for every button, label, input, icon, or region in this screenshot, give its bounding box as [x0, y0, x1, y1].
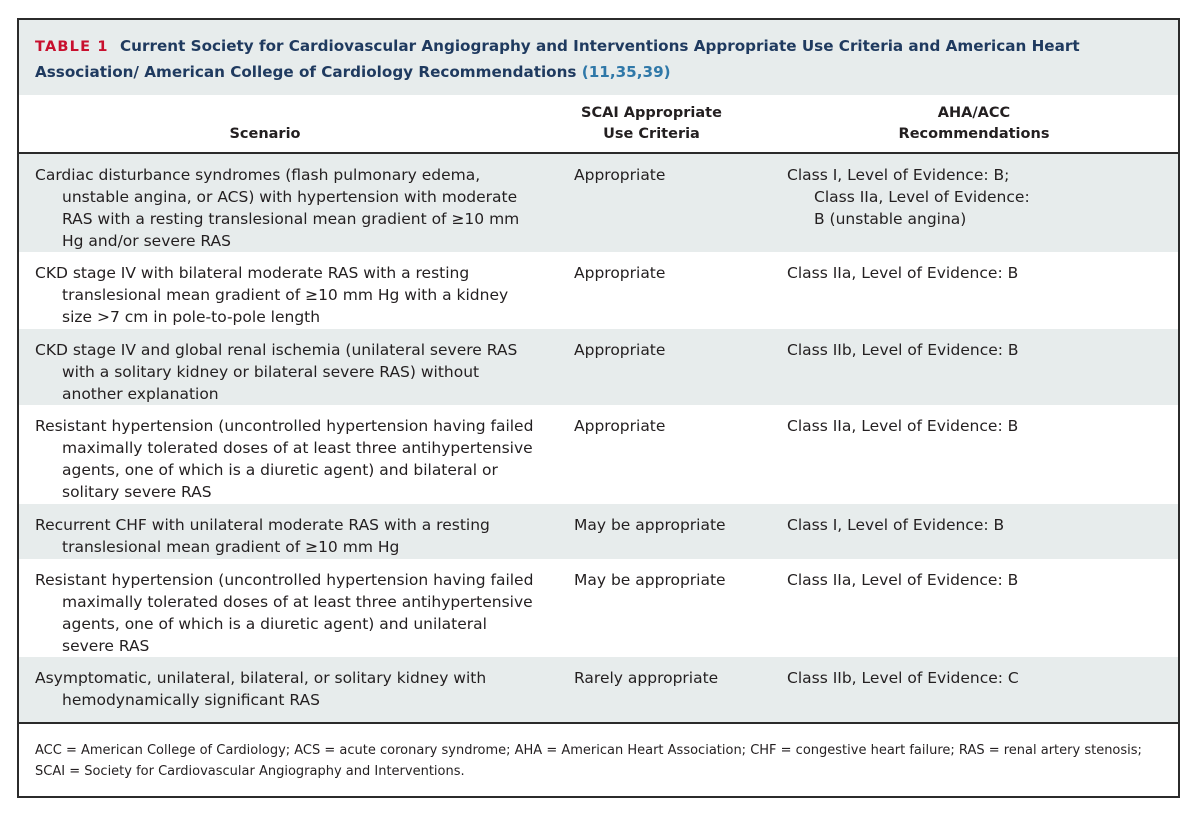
cell-scenario — [35, 514, 535, 558]
aha-line: Class I, Level of Evidence: B — [787, 516, 1005, 534]
table-row — [19, 329, 1178, 405]
table-header — [19, 95, 1178, 154]
cell-scenario — [35, 667, 535, 711]
aha-line: Class IIa, Level of Evidence: B — [787, 571, 1019, 589]
cell-scenario — [35, 569, 535, 657]
cell-scai-criteria: May be appropriate — [574, 571, 726, 589]
header-scai — [564, 103, 739, 145]
aha-line: Class IIb, Level of Evidence: B — [787, 341, 1019, 359]
table-title — [35, 34, 1158, 85]
footnote-divider — [19, 722, 1178, 724]
table-row — [19, 657, 1178, 722]
header-scai-line2: Use Criteria — [603, 126, 700, 142]
scenario-text: Cardiac disturbance syndromes (flash pulmonary edema, unstable angina, or ACS) with hypertension with moderate RAS with a resting translesional mean gradient of ≥10 mm Hg and/or severe RAS — [35, 166, 520, 250]
table-title-text: Current Society for Cardiovascular Angiography and Interventions Appropriate Use Criteria and American Heart Association/ American College of Cardiology Recommendations — [35, 37, 1080, 81]
scenario-text: Resistant hypertension (uncontrolled hypertension having failed maximally tolerated doses of at least three antihypertensive agents, one of which is a diuretic agent) and unilateral severe RAS — [35, 571, 534, 655]
table-row — [19, 504, 1178, 559]
cell-scai-criteria: Appropriate — [574, 417, 666, 435]
aha-line: Class IIa, Level of Evidence: — [814, 188, 1030, 206]
table-row — [19, 252, 1178, 329]
cell-scai-criteria: Appropriate — [574, 166, 666, 184]
aha-line: Class I, Level of Evidence: B; — [787, 166, 1010, 184]
aha-line: Class IIa, Level of Evidence: B — [787, 264, 1019, 282]
header-scenario-label: Scenario — [229, 126, 301, 142]
table-frame — [17, 18, 1180, 798]
aha-line: Class IIa, Level of Evidence: B — [787, 417, 1019, 435]
cell-aha-recommendation — [787, 667, 1167, 689]
cell-scai-criteria: May be appropriate — [574, 516, 726, 534]
table-row — [19, 559, 1178, 657]
cell-aha-recommendation — [787, 262, 1167, 284]
table-footnote: ACC = American College of Cardiology; ACS = acute coronary syndrome; AHA = American Heart Association; CHF = congestive heart failure; RAS = renal artery stenosis; SCAI = Society for Cardiovascular Angiography and Interventions. — [35, 743, 1142, 779]
scenario-text: Resistant hypertension (uncontrolled hypertension having failed maximally tolerated doses of at least three antihypertensive agents, one of which is a diuretic agent) and bilateral or solitary severe RAS — [35, 417, 534, 501]
header-scenario — [35, 124, 495, 145]
table-row — [19, 154, 1178, 252]
cell-scenario — [35, 339, 535, 405]
cell-scai-criteria: Rarely appropriate — [574, 669, 719, 687]
scenario-text: Recurrent CHF with unilateral moderate RAS with a resting translesional mean gradient of ≥10 mm Hg — [35, 516, 490, 556]
aha-line: Class IIb, Level of Evidence: C — [787, 669, 1019, 687]
cell-scenario — [35, 164, 535, 252]
scenario-text: Asymptomatic, unilateral, bilateral, or solitary kidney with hemodynamically significant RAS — [35, 669, 487, 709]
header-aha-line1: AHA/ACC — [937, 105, 1011, 121]
cell-aha-recommendation — [787, 164, 1167, 230]
table-title-band — [19, 20, 1178, 95]
header-scai-line1: SCAI Appropriate — [581, 105, 722, 121]
aha-line: B (unstable angina) — [814, 210, 967, 228]
scenario-text: CKD stage IV and global renal ischemia (unilateral severe RAS with a solitary kidney or bilateral severe RAS) without another explanation — [35, 341, 518, 403]
cell-aha-recommendation — [787, 415, 1167, 437]
table-title-references: (11,35,39) — [581, 63, 671, 81]
table-number-label: TABLE 1 — [35, 39, 109, 55]
cell-scai-criteria: Appropriate — [574, 264, 666, 282]
cell-scenario — [35, 262, 535, 328]
header-aha-acc — [879, 103, 1069, 145]
header-aha-line2: Recommendations — [898, 126, 1050, 142]
scenario-text: CKD stage IV with bilateral moderate RAS with a resting translesional mean gradient of ≥10 mm Hg with a kidney size >7 cm in pole-to-pole length — [35, 264, 509, 326]
cell-scai-criteria: Appropriate — [574, 341, 666, 359]
cell-aha-recommendation — [787, 514, 1167, 536]
cell-aha-recommendation — [787, 339, 1167, 361]
table-row — [19, 405, 1178, 504]
cell-scenario — [35, 415, 535, 503]
cell-aha-recommendation — [787, 569, 1167, 591]
